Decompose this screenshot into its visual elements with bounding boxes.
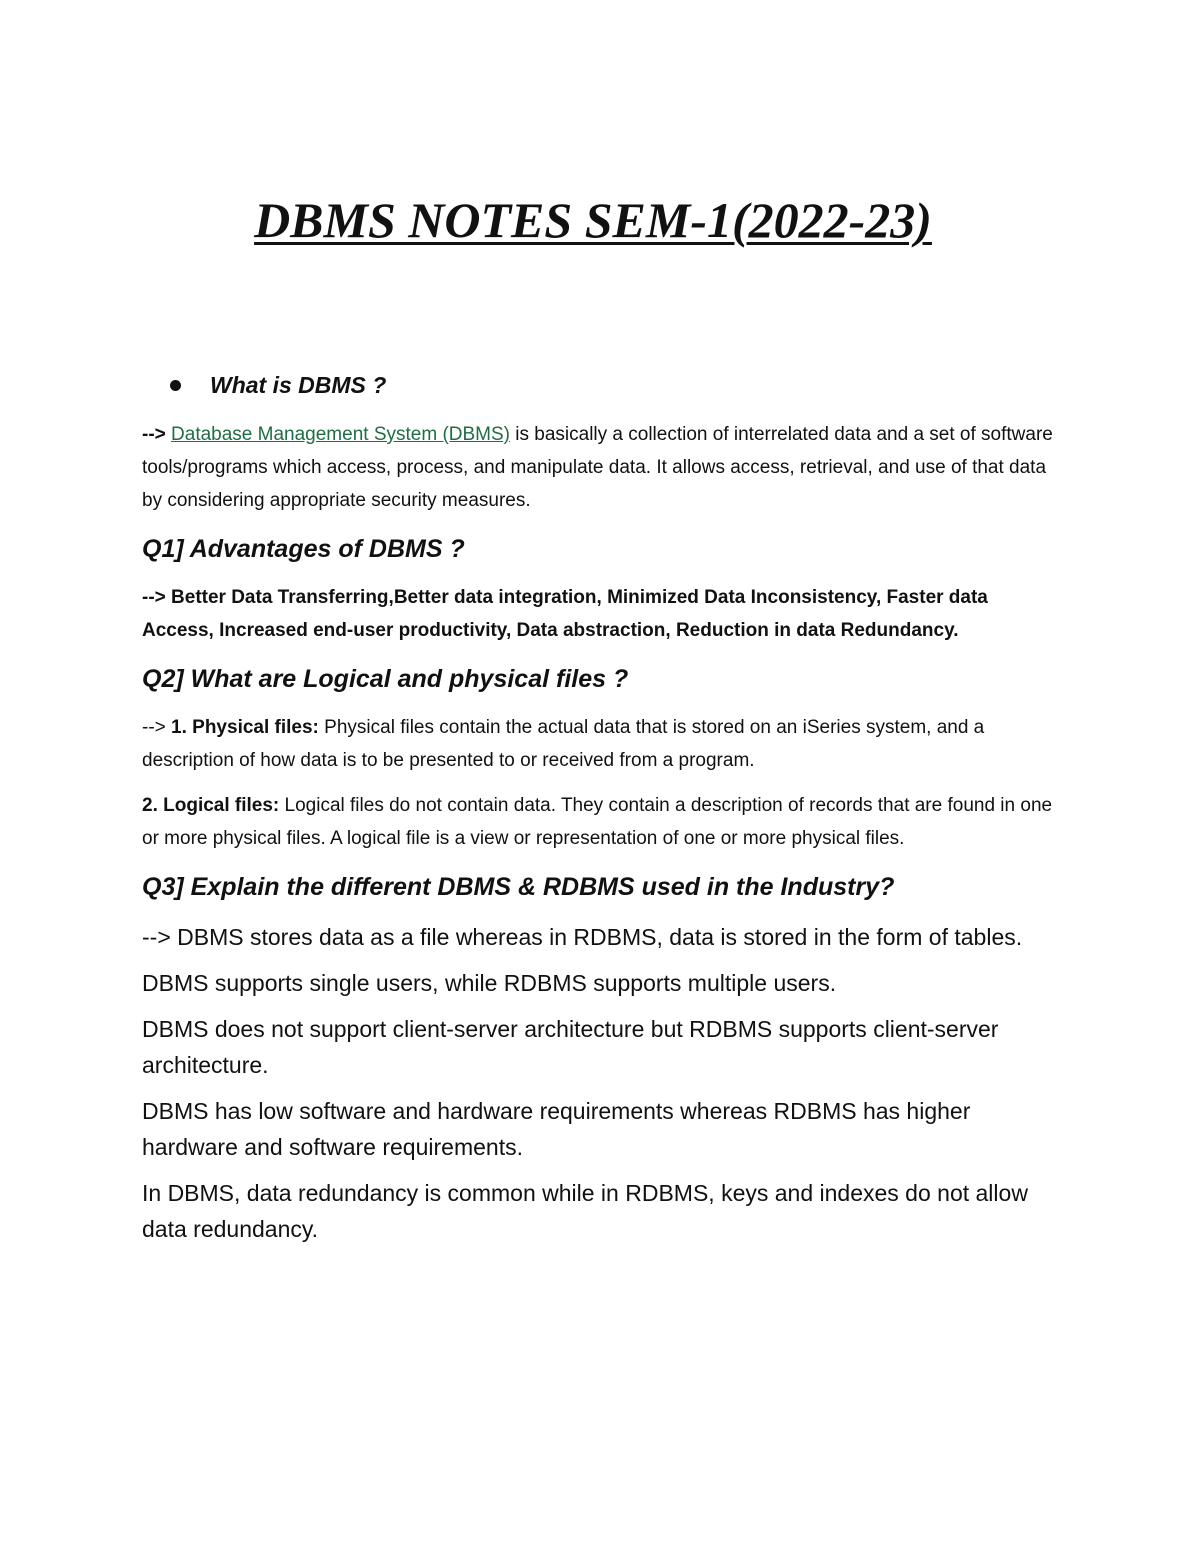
q3-point: DBMS supports single users, while RDBMS supports multiple users. xyxy=(142,970,837,996)
what-is-dbms-question xyxy=(170,368,1062,402)
q2-logical-files-paragraph xyxy=(142,789,1062,855)
q3-point: DBMS does not support client-server architecture but RDBMS supports client-server architecture. xyxy=(142,1016,999,1078)
logical-files-text: Logical files do not contain data. They contain a description of records that are found in one or more physical files. A logical file is a view or representation of one or more physical files. xyxy=(142,795,1053,849)
q3-point: In DBMS, data redundancy is common while in RDBMS, keys and indexes do not allow data redundancy. xyxy=(142,1180,1028,1242)
q2-physical-files-paragraph xyxy=(142,711,1062,777)
physical-files-label: 1. Physical files: xyxy=(171,717,319,738)
dbms-link[interactable]: Database Management System (DBMS) xyxy=(171,424,510,445)
answer-arrow: --> xyxy=(142,424,166,445)
title-text: DBMS NOTES SEM-1(2022-23) xyxy=(254,192,932,248)
q3-point: DBMS has low software and hardware requirements whereas RDBMS has higher hardware and software requirements. xyxy=(142,1098,971,1160)
q3-point: --> DBMS stores data as a file whereas in RDBMS, data is stored in the form of tables. xyxy=(142,924,1023,950)
q3-heading: Q3] Explain the different DBMS & RDBMS used in the Industry? xyxy=(142,873,895,901)
q1-answer: --> Better Data Transferring,Better data integration, Minimized Data Inconsistency, Faster data Access, Increased end-user productivity, Data abstraction, Reduction in data Redundancy. xyxy=(142,587,988,641)
physical-files-text: Physical files contain the actual data that is stored on an iSeries system, and a description of how data is to be presented to or received from a program. xyxy=(142,717,985,771)
q1-heading: Q1] Advantages of DBMS ? xyxy=(142,535,465,563)
q2-arrow: --> xyxy=(142,717,172,738)
document-body xyxy=(142,368,1062,1257)
what-is-dbms-question-text: What is DBMS ? xyxy=(210,372,387,398)
q2-heading: Q2] What are Logical and physical files ? xyxy=(142,665,629,693)
logical-files-label: 2. Logical files: xyxy=(142,795,280,816)
what-is-dbms-answer-text: is basically a collection of interrelated data and a set of software tools/programs which access, process, and manipulate data. It allows access, retrieval, and use of that data by considering appropriate security measures. xyxy=(142,424,1053,511)
bullet-dot-icon xyxy=(170,380,181,391)
what-is-dbms-answer xyxy=(142,418,1062,517)
document-title xyxy=(0,188,1186,252)
